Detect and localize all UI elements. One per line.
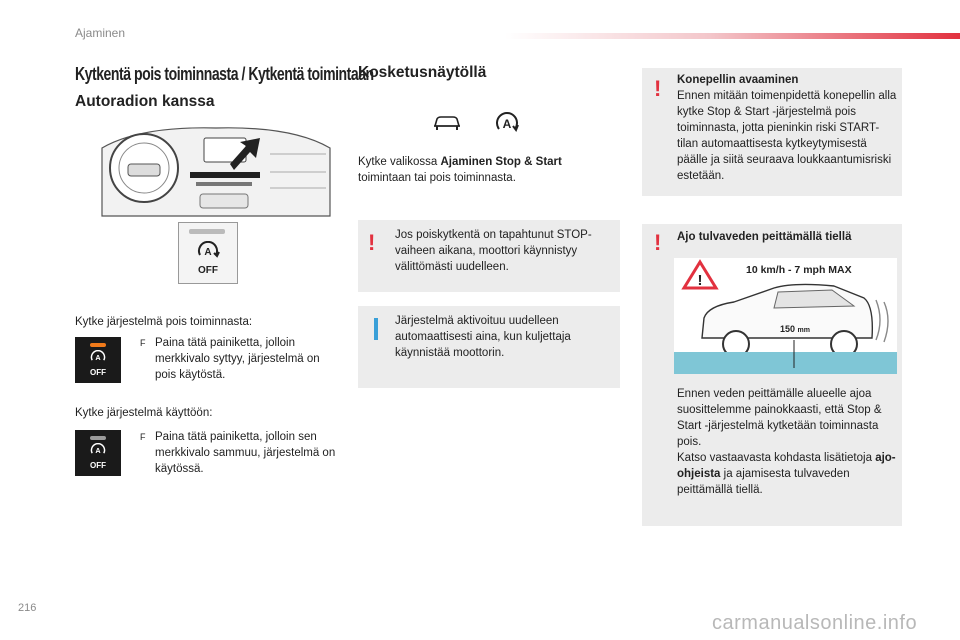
subtitle-autoradio: Autoradion kanssa — [75, 93, 215, 110]
off-button-indicator-on — [75, 337, 121, 383]
flood-title: Ajo tulvaveden peittämällä tiellä — [677, 231, 852, 243]
svg-text:A: A — [204, 247, 212, 258]
bullet-marker: F — [140, 338, 146, 348]
info-icon — [374, 318, 378, 340]
page-number: 216 — [18, 602, 37, 614]
instructions-prefix: Kytke valikossa — [358, 156, 441, 168]
indicator-light-off — [90, 436, 106, 440]
warning-box-bonnet — [642, 68, 902, 196]
menu-name: Ajaminen Stop & Start — [440, 156, 562, 168]
dashboard-illustration — [100, 124, 332, 220]
header-rule — [505, 33, 960, 39]
watermark: carmanualsonline.info — [712, 612, 918, 634]
warning-icon: ! — [654, 230, 662, 255]
flood-advice — [677, 386, 897, 498]
warning-box-stop-phase — [358, 220, 620, 292]
warning-icon: ! — [654, 76, 662, 101]
svg-text:!: ! — [697, 272, 703, 289]
bonnet-title: Konepellin avaaminen — [677, 74, 799, 86]
auto-stop-icon — [196, 241, 220, 263]
info-box-reactivation — [358, 306, 620, 388]
flood-illustration — [674, 258, 897, 374]
enable-step: Paina tätä painiketta, jolloin sen merkkivalo sammuu, järjestelmä on käytössä. — [155, 431, 336, 475]
touchscreen-instructions — [358, 154, 608, 186]
instructions-suffix: toimintaan tai pois toiminnasta. — [358, 172, 516, 184]
svg-text:A: A — [95, 446, 101, 456]
off-label: OFF — [90, 368, 106, 377]
water-depth-label — [780, 324, 810, 334]
bonnet-warning — [677, 72, 897, 184]
water-level — [674, 352, 897, 374]
speed-limit-label: 10 km/h - 7 mph MAX — [746, 264, 852, 276]
warning-icon: ! — [368, 230, 376, 255]
flood-text-2-suffix: ja ajamisesta tulvaveden peittämällä tiellä. — [677, 468, 850, 496]
indicator-light — [189, 229, 225, 234]
water-depth-value: 150 — [780, 324, 796, 334]
svg-text:A: A — [95, 353, 101, 363]
warning-box-flood — [642, 224, 902, 526]
stop-start-button-large — [178, 222, 238, 284]
bullet-marker: F — [140, 432, 146, 442]
auto-stop-icon — [89, 443, 107, 459]
auto-stop-icon — [89, 350, 107, 366]
svg-text:A: A — [502, 117, 512, 131]
bonnet-text: Ennen mitään toimenpidettä konepellin alla kytke Stop & Start -järjestelmä pois toiminnasta, jotta pieninkin riski START-tilan automaattisesta kytkeytymisestä päälle ja siitä seuraava loukkaantumisriski estetään. — [677, 90, 897, 182]
off-label: OFF — [90, 461, 106, 470]
water-depth-unit: mm — [797, 327, 810, 334]
disable-intro: Kytke järjestelmä pois toiminnasta: — [75, 316, 253, 328]
touchscreen-title: Kosketusnäytöllä — [358, 64, 487, 81]
disable-step: Paina tätä painiketta, jolloin merkkivalo syttyy, järjestelmä on pois käytöstä. — [155, 337, 320, 381]
vehicle-icon — [432, 113, 462, 133]
stop-start-icon[interactable] — [494, 110, 520, 136]
warning-text: Jos poiskytkentä on tapahtunut STOP-vaiheen aikana, moottori käynnistyy välittömästi uudelleen. — [395, 229, 592, 273]
enable-intro: Kytke järjestelmä käyttöön: — [75, 407, 213, 419]
flood-text-1: Ennen veden peittämälle alueelle ajoa suosittelemme painokkaasti, että Stop & Start -järjestelmä kytketään toiminnasta pois. — [677, 388, 882, 448]
off-label: OFF — [198, 265, 218, 276]
flood-text-2-prefix: Katso vastaavasta kohdasta lisätietoja — [677, 452, 876, 464]
info-text: Järjestelmä aktivoituu uudelleen automaattisesti aina, kun kuljettaja käynnistää moottorin. — [395, 315, 571, 359]
section-label: Ajaminen — [75, 26, 126, 40]
page-title: Kytkentä pois toiminnasta / Kytkentä toimintaan — [75, 64, 374, 84]
flood-text-2-bold: ajo-ohjeista — [677, 452, 896, 480]
indicator-light-on — [90, 343, 106, 347]
off-button-indicator-off — [75, 430, 121, 476]
